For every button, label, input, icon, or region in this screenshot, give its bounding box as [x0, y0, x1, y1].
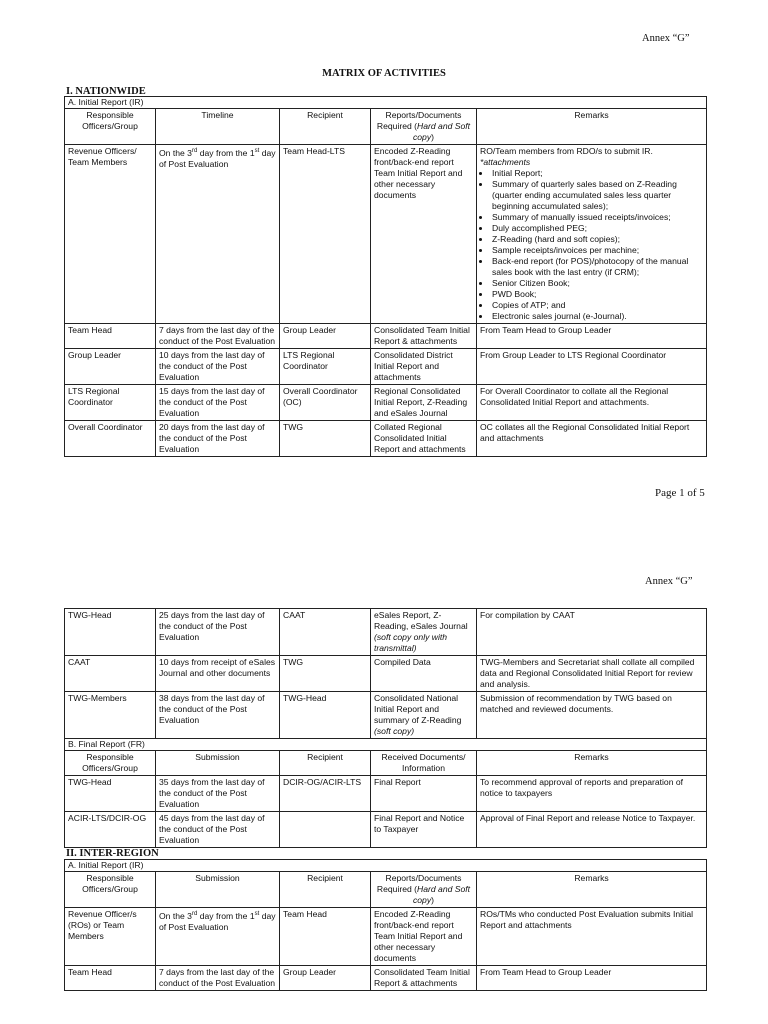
remarks-cell: TWG-Members and Secretariat shall collate all compiled data and Regional Consolidated Initial Report for review and analysis. — [477, 656, 707, 692]
timeline-cell: On the 3rd day from the 1st day of Post Evaluation — [156, 145, 280, 324]
recipient-cell: Team Head — [280, 908, 371, 966]
table-header-row — [65, 109, 707, 145]
document-title: MATRIX OF ACTIVITIES — [322, 68, 446, 79]
recipient-cell — [280, 812, 371, 848]
timeline-cell: 10 days from the last day of the conduct of the Post Evaluation — [156, 349, 280, 385]
col-recipient: Recipient — [280, 751, 371, 776]
table-row — [65, 908, 707, 966]
attachment-item: • Sample receipts/invoices per machine; — [491, 245, 703, 256]
recipient-cell: Overall Coordinator (OC) — [280, 385, 371, 421]
remarks-cell: For Overall Coordinator to collate all the Regional Consolidated Initial Report and attachments. — [477, 385, 707, 421]
recipient-cell: Group Leader — [280, 966, 371, 991]
table-row — [65, 966, 707, 991]
attachment-item: • Z-Reading (hard and soft copies); — [491, 234, 703, 245]
col-reports: Reports/Documents Required (Hard and Soft copy) — [371, 872, 477, 908]
col-officers: Responsible Officers/Group — [65, 109, 156, 145]
subsection-heading-final: B. Final Report (FR) — [65, 739, 707, 751]
table-row — [65, 324, 707, 349]
remarks-cell: ROs/TMs who conducted Post Evaluation submits Initial Report and attachments — [477, 908, 707, 966]
col-submission: Submission — [156, 872, 280, 908]
col-officers: Responsible Officers/Group — [65, 751, 156, 776]
table-row — [65, 349, 707, 385]
recipient-cell: Group Leader — [280, 324, 371, 349]
attachment-item: • Duly accomplished PEG; — [491, 223, 703, 234]
remarks-cell: Submission of recommendation by TWG based on matched and reviewed documents. — [477, 692, 707, 739]
attachment-item: • Senior Citizen Book; — [491, 278, 703, 289]
attachments-list — [480, 168, 703, 322]
submission-cell: 35 days from the last day of the conduct of the Post Evaluation — [156, 776, 280, 812]
timeline-cell: 15 days from the last day of the conduct of the Post Evaluation — [156, 385, 280, 421]
officer-cell: LTS Regional Coordinator — [65, 385, 156, 421]
remarks-cell: From Team Head to Group Leader — [477, 324, 707, 349]
col-remarks: Remarks — [477, 872, 707, 908]
annex-label: Annex “G” — [645, 576, 693, 587]
table-row — [65, 812, 707, 848]
reports-cell: Consolidated Team Initial Report & attachments — [371, 966, 477, 991]
col-recipient: Recipient — [280, 109, 371, 145]
recipient-cell: Team Head-LTS — [280, 145, 371, 324]
table-row — [65, 145, 707, 324]
received-cell: Final Report and Notice to Taxpayer — [371, 812, 477, 848]
officer-cell: Overall Coordinator — [65, 421, 156, 457]
officer-cell: Group Leader — [65, 349, 156, 385]
recipient-cell: TWG-Head — [280, 692, 371, 739]
inter-region-ir-table — [64, 859, 707, 991]
reports-cell: Consolidated National Initial Report and summary of Z-Reading (soft copy) — [371, 692, 477, 739]
attachment-item: • Back-end report (for POS)/photocopy of the manual sales book with the last entry (if CRM); — [491, 256, 703, 278]
recipient-cell: LTS Regional Coordinator — [280, 349, 371, 385]
timeline-cell: 10 days from receipt of eSales Journal and other documents — [156, 656, 280, 692]
nationwide-ir-table — [64, 96, 707, 457]
officer-cell: ACIR-LTS/DCIR-OG — [65, 812, 156, 848]
annex-label: Annex “G” — [642, 33, 690, 44]
table-header-row — [65, 751, 707, 776]
officer-cell: TWG-Head — [65, 776, 156, 812]
col-remarks: Remarks — [477, 751, 707, 776]
officer-cell: Team Head — [65, 324, 156, 349]
reports-cell: eSales Report, Z-Reading, eSales Journal (soft copy only with transmittal) — [371, 609, 477, 656]
nationwide-continued-table — [64, 608, 707, 848]
recipient-cell: TWG — [280, 656, 371, 692]
attachment-item: • Electronic sales journal (e-Journal). — [491, 311, 703, 322]
remarks-cell: To recommend approval of reports and preparation of notice to taxpayers — [477, 776, 707, 812]
table-row — [65, 609, 707, 656]
timeline-cell: 25 days from the last day of the conduct of the Post Evaluation — [156, 609, 280, 656]
reports-cell: Consolidated District Initial Report and attachments — [371, 349, 477, 385]
reports-cell: Compiled Data — [371, 656, 477, 692]
subsection-heading: A. Initial Report (IR) — [65, 97, 707, 109]
submission-cell: 45 days from the last day of the conduct of the Post Evaluation — [156, 812, 280, 848]
col-reports: Reports/Documents Required (Hard and Soft copy) — [371, 109, 477, 145]
submission-cell: On the 3rd day from the 1st day of Post Evaluation — [156, 908, 280, 966]
page-number: Page 1 of 5 — [655, 487, 705, 499]
received-cell: Final Report — [371, 776, 477, 812]
remarks-cell: OC collates all the Regional Consolidated Initial Report and attachments — [477, 421, 707, 457]
submission-cell: 7 days from the last day of the conduct of the Post Evaluation — [156, 966, 280, 991]
remarks-cell: RO/Team members from RDO/s to submit IR. *attachments • Initial Report; • Summary of quarterly sales based on Z-Reading (quarter ending accumulated sales less quarter beginning accumulated sales); • Summary of manually issued receipts/invoices; • Duly accomplished PEG; • Z-Reading (hard and soft copies); • Sample receipts/invoices per machine; • Back-end report (for POS)/photocopy of the manual sales book with the last entry (if CRM); • Senior Citizen Book; • PWD Book; • Copies of ATP; and • Electronic sales journal (e-Journal). — [477, 145, 707, 324]
table-header-row — [65, 872, 707, 908]
attachment-item: • Initial Report; — [491, 168, 703, 179]
timeline-cell: 38 days from the last day of the conduct of the Post Evaluation — [156, 692, 280, 739]
section-heading-inter-region: II. INTER-REGION — [66, 848, 159, 859]
officer-cell: TWG-Members — [65, 692, 156, 739]
remarks-cell: For compilation by CAAT — [477, 609, 707, 656]
reports-cell: Collated Regional Consolidated Initial Report and attachments — [371, 421, 477, 457]
table-row — [65, 692, 707, 739]
recipient-cell: TWG — [280, 421, 371, 457]
table-row — [65, 656, 707, 692]
col-remarks: Remarks — [477, 109, 707, 145]
table-row — [65, 385, 707, 421]
col-recipient: Recipient — [280, 872, 371, 908]
attachment-item: • Summary of quarterly sales based on Z-Reading (quarter ending accumulated sales less quarter beginning accumulated sales); — [491, 179, 703, 212]
officer-cell: Team Head — [65, 966, 156, 991]
col-timeline: Timeline — [156, 109, 280, 145]
attachment-item: • PWD Book; — [491, 289, 703, 300]
attachment-item: • Summary of manually issued receipts/invoices; — [491, 212, 703, 223]
timeline-cell: 7 days from the last day of the conduct of the Post Evaluation — [156, 324, 280, 349]
col-submission: Submission — [156, 751, 280, 776]
col-received: Received Documents/ Information — [371, 751, 477, 776]
reports-cell: Encoded Z-Reading front/back-end report Team Initial Report and other necessary documents — [371, 908, 477, 966]
remarks-cell: From Team Head to Group Leader — [477, 966, 707, 991]
table-row — [65, 776, 707, 812]
recipient-cell: DCIR-OG/ACIR-LTS — [280, 776, 371, 812]
officer-cell: Revenue Officer/s (ROs) or Team Members — [65, 908, 156, 966]
timeline-cell: 20 days from the last day of the conduct of the Post Evaluation — [156, 421, 280, 457]
reports-cell: Consolidated Team Initial Report & attachments — [371, 324, 477, 349]
officer-cell: Revenue Officers/ Team Members — [65, 145, 156, 324]
recipient-cell: CAAT — [280, 609, 371, 656]
officer-cell: CAAT — [65, 656, 156, 692]
remarks-cell: Approval of Final Report and release Notice to Taxpayer. — [477, 812, 707, 848]
attachment-item: • Copies of ATP; and — [491, 300, 703, 311]
subsection-heading: A. Initial Report (IR) — [65, 860, 707, 872]
reports-cell: Regional Consolidated Initial Report, Z-Reading and eSales Journal — [371, 385, 477, 421]
table-row — [65, 421, 707, 457]
section-heading-nationwide: I. NATIONWIDE — [66, 86, 146, 97]
officer-cell: TWG-Head — [65, 609, 156, 656]
remarks-cell: From Group Leader to LTS Regional Coordinator — [477, 349, 707, 385]
reports-cell: Encoded Z-Reading front/back-end report Team Initial Report and other necessary documents — [371, 145, 477, 324]
col-officers: Responsible Officers/Group — [65, 872, 156, 908]
